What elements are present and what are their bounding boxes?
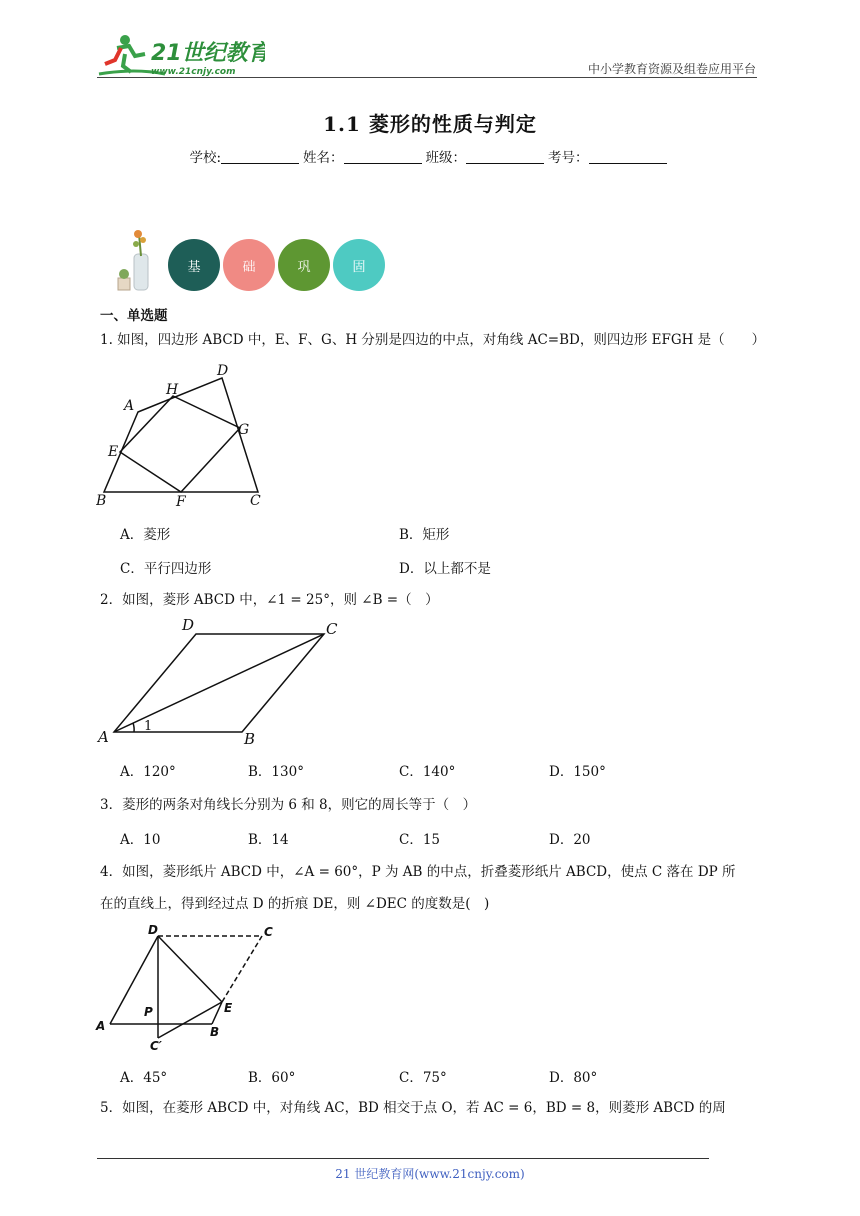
class-field[interactable]	[466, 149, 544, 164]
section-title: 一、单选题	[100, 308, 168, 324]
school-field[interactable]	[221, 149, 299, 164]
name-field[interactable]	[344, 149, 422, 164]
question-2-option-d[interactable]: D．150°	[549, 764, 606, 780]
question-4-option-d[interactable]: D．80°	[549, 1070, 598, 1086]
question-4-option-a[interactable]: A．45°	[120, 1070, 168, 1086]
question-4-figure	[94, 920, 284, 1059]
fig-label: D	[148, 923, 158, 937]
question-3-option-a[interactable]: A．10	[120, 832, 161, 848]
fig-label: C	[250, 493, 261, 509]
question-2-option-c[interactable]: C．140°	[399, 764, 456, 780]
footer-divider	[97, 1158, 709, 1159]
svg-text:www.21cnjy.com: www.21cnjy.com	[151, 67, 236, 77]
badge-row	[168, 239, 385, 291]
question-2-figure	[96, 614, 356, 753]
fig-label: P	[144, 1005, 153, 1019]
runner-logo-icon	[95, 30, 265, 80]
badge-circle: 巩	[278, 239, 330, 291]
badge-circle: 础	[223, 239, 275, 291]
question-5-stem: 5．如图，在菱形 ABCD 中，对角线 AC，BD 相交于点 O，若 AC = 6，BD = 8，则菱形 ABCD 的周	[100, 1100, 726, 1116]
fig-label: B	[244, 730, 256, 748]
school-label: 学校:	[189, 150, 222, 166]
question-4-stem-line1: 4．如图，菱形纸片 ABCD 中，∠A = 60°，P 为 AB 的中点，折叠菱形纸片 ABCD，使点 C 落在 DP 所	[100, 864, 736, 880]
name-label: 姓名：	[303, 150, 344, 166]
header-divider	[97, 77, 757, 78]
question-1-option-c[interactable]: C．平行四边形	[120, 561, 212, 577]
page-title: 1.1 菱形的性质与判定	[323, 112, 537, 136]
fig-label: B	[96, 493, 107, 509]
question-4-stem-line2: 在的直线上，得到经过点 D 的折痕 DE，则 ∠DEC 的度数是( )	[100, 896, 490, 912]
question-1-option-d[interactable]: D．以上都不是	[399, 561, 491, 577]
question-4-option-b[interactable]: B．60°	[248, 1070, 296, 1086]
question-2-option-b[interactable]: B．130°	[248, 764, 304, 780]
badge-circle: 固	[333, 239, 385, 291]
question-1-option-a[interactable]: A．菱形	[120, 527, 171, 543]
fig-label: A	[124, 398, 135, 414]
class-label: 班级：	[425, 150, 467, 166]
fig-label: B	[210, 1025, 220, 1039]
fig-label: A	[98, 728, 109, 746]
logo	[95, 30, 265, 80]
badge-circle: 基	[168, 239, 220, 291]
plant-vase-icon	[112, 226, 167, 300]
exam-no-field[interactable]	[589, 149, 667, 164]
question-2-option-a[interactable]: A．120°	[120, 764, 176, 780]
question-3-stem: 3．菱形的两条对角线长分别为 6 和 8，则它的周长等于（ ）	[100, 797, 477, 813]
question-4-option-c[interactable]: C．75°	[399, 1070, 447, 1086]
platform-label: 中小学教育资源及组卷应用平台	[587, 62, 756, 76]
question-3-option-d[interactable]: D．20	[549, 832, 591, 848]
question-1-stem: 1. 如图，四边形 ABCD 中，E、F、G、H 分别是四边的中点，对角线 AC=BD，则四边形 EFGH 是（ ）	[100, 332, 766, 348]
fig-label: E	[224, 1001, 233, 1015]
fig-label: A	[96, 1019, 106, 1033]
question-1-option-b[interactable]: B．矩形	[399, 527, 450, 543]
fig-label: H	[166, 382, 179, 398]
fig-label: C	[326, 620, 338, 638]
fig-label: F	[176, 494, 186, 510]
footer-text[interactable]: 21 世纪教育网(www.21cnjy.com)	[335, 1167, 525, 1181]
question-2-stem: 2．如图，菱形 ABCD 中，∠1 = 25°，则 ∠B =（ ）	[100, 592, 439, 608]
question-1-figure	[96, 360, 276, 514]
svg-text:21世纪教育: 21世纪教育	[151, 41, 265, 66]
fig-label: C′	[150, 1039, 162, 1053]
fig-label: G	[238, 422, 250, 438]
question-3-option-b[interactable]: B．14	[248, 832, 289, 848]
fig-label: D	[217, 363, 229, 379]
fig-label: D	[182, 616, 195, 634]
exam-no-label: 考号：	[548, 150, 589, 166]
fig-label: C	[264, 925, 273, 939]
question-3-option-c[interactable]: C．15	[399, 832, 441, 848]
fig-label: E	[108, 444, 119, 460]
student-info	[0, 146, 860, 166]
fig-label: 1	[144, 719, 153, 734]
